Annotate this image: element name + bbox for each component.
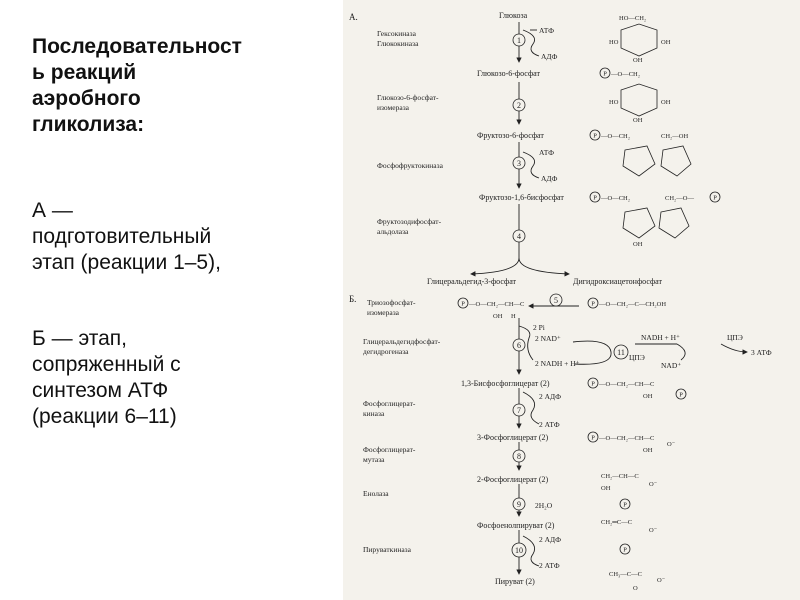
- cofactor-nad: 2 NAD⁺: [535, 334, 561, 343]
- enzyme-gapdh: Глицеральдегидфосфат-: [363, 337, 441, 346]
- struct-chain: CH₂—CH—C: [601, 473, 639, 480]
- struct-text: HO—CH₂: [619, 15, 647, 22]
- step-number: 1: [517, 36, 521, 45]
- cofactor-adp-10: 2 АДФ: [539, 535, 562, 544]
- metabolite-3pg: 3-Фосфоглицерат (2): [477, 433, 549, 442]
- section-a-label: А.: [349, 12, 358, 22]
- stage-b-line: Б — этап,: [32, 327, 127, 350]
- struct-text: OH: [661, 99, 671, 106]
- step-number: 10: [515, 546, 523, 555]
- f6p-ring-a: [623, 146, 655, 176]
- cofactor-adp-1: АДФ: [541, 52, 558, 61]
- struct-text: HO: [609, 39, 619, 46]
- metabolite-pyruvate: Пируват (2): [495, 577, 535, 586]
- cpe-arrow: [721, 344, 747, 352]
- enzyme-pgm: Фосфоглицерат-: [363, 445, 416, 454]
- enzyme-pfk: Фосфофруктокиназа: [377, 161, 443, 170]
- metabolite-glucose: Глюкоза: [499, 11, 528, 20]
- enzyme-hexokinase: Гексокиназа: [377, 29, 416, 38]
- cofactor-atp-3: АТФ: [539, 148, 555, 157]
- title-line: Последовательност: [32, 35, 242, 58]
- phosphate-label: P: [593, 194, 597, 202]
- step-number: 8: [517, 452, 521, 461]
- cofactor-adp-3: АДФ: [541, 174, 558, 183]
- stage-a-line: подготовительный: [32, 225, 212, 248]
- phosphate-label: P: [713, 194, 717, 202]
- struct-chain: —O—CH₂—CH—C: [599, 435, 655, 442]
- cofactor-nad-right: NAD⁺: [661, 361, 682, 370]
- step-number: 9: [517, 500, 521, 509]
- cofactor-cpe-2: ЦПЭ: [727, 333, 743, 342]
- struct-text: OH: [633, 241, 643, 248]
- enzyme-enolase: Енолаза: [363, 489, 389, 498]
- enzyme-aldolase-2: альдолаза: [377, 227, 409, 236]
- enzyme-aldolase: Фруктозодифосфат-: [377, 217, 442, 226]
- cofactor-adp-7: 2 АДФ: [539, 392, 562, 401]
- enzyme-tpi-2: изомераза: [367, 308, 399, 317]
- phosphate-label: P: [591, 380, 595, 388]
- metabolite-pep: Фосфоенолпируват (2): [477, 521, 555, 530]
- metabolite-2pg: 2-Фосфоглицерат (2): [477, 475, 549, 484]
- phosphate-label: P: [679, 391, 683, 399]
- metabolite-f6p: Фруктозо-6-фосфат: [477, 131, 544, 140]
- phosphate-label: P: [623, 546, 627, 554]
- metabolite-13bpg: 1,3-Бисфосфоглицерат (2): [461, 379, 550, 388]
- step-number: 2: [517, 101, 521, 110]
- step-number: 7: [517, 406, 521, 415]
- struct-text: OH: [633, 117, 643, 124]
- enzyme-tpi: Триозофосфат-: [367, 298, 416, 307]
- glycolysis-diagram: [343, 0, 800, 600]
- title-line: ь реакций: [32, 61, 137, 84]
- enzyme-pgm-2: мутаза: [363, 455, 385, 464]
- struct-text: O⁻: [667, 441, 676, 448]
- cofactor-nadh-right: NADH + H⁺: [641, 333, 681, 342]
- struct-text: OH: [643, 447, 653, 454]
- struct-text: O⁻: [649, 481, 658, 488]
- cofactor-pi: 2 Pi: [533, 323, 545, 332]
- struct-text: O: [633, 585, 638, 592]
- f16-ring-b: [659, 208, 689, 238]
- enzyme-g6p-isomerase: Глюкозо-6-фосфат-: [377, 93, 439, 102]
- stage-a-line: А —: [32, 199, 73, 222]
- struct-text: O⁻: [657, 577, 666, 584]
- stage-b-line: сопряженный с: [32, 353, 181, 376]
- title-line: аэробного: [32, 87, 141, 110]
- arrow-4-right: [519, 258, 569, 274]
- enzyme-gapdh-2: дегидрогеназа: [363, 347, 409, 356]
- metabolite-g6p: Глюкозо-6-фосфат: [477, 69, 540, 78]
- struct-text: H: [511, 313, 516, 320]
- g6p-ring: [621, 84, 657, 116]
- glucose-ring: [621, 24, 657, 56]
- stage-a-text: [32, 198, 332, 276]
- cofactor-atp-10: 2 АТФ: [539, 561, 560, 570]
- enzyme-pgk: Фосфоглицерат-: [363, 399, 416, 408]
- struct-text: OH: [493, 313, 503, 320]
- cpe-curve: [677, 344, 685, 360]
- stage-b-line: (реакции 6–11): [32, 405, 177, 428]
- phosphate-label: P: [603, 70, 607, 78]
- enzyme-pyruvate-kinase: Пируваткиназа: [363, 545, 411, 554]
- metabolite-gap: Глицеральдегид-3-фосфат: [427, 277, 517, 286]
- struct-chain: —O—CH₂—CH—C: [599, 381, 655, 388]
- stage-a-line: этап (реакции 1–5),: [32, 251, 221, 274]
- arrow-4-left: [471, 258, 519, 274]
- phosphate-label: P: [591, 300, 595, 308]
- struct-text: HO: [609, 99, 619, 106]
- metabolite-dhap: Дигидроксиацетонфосфат: [573, 277, 662, 286]
- struct-text: CH₂—OH: [661, 133, 689, 140]
- cofactor-nadh: 2 NADH + H⁺: [535, 359, 580, 368]
- phosphate-label: P: [623, 501, 627, 509]
- cofactor-h2o: 2H₂O: [535, 501, 553, 510]
- slide-title: [32, 34, 332, 138]
- enzyme-pgk-2: киназа: [363, 409, 385, 418]
- step-number: 11: [617, 348, 625, 357]
- cofactor-curve-7: [523, 392, 539, 424]
- f16-ring-a: [623, 208, 655, 238]
- enzyme-g6p-isomerase-2: изомераза: [377, 103, 409, 112]
- struct-chain: —O—CH₂—C—CH₂OH: [599, 301, 667, 308]
- step-number: 5: [554, 296, 558, 305]
- cofactor-curve-1: [523, 30, 539, 56]
- struct-chain: —O—CH₂: [611, 71, 640, 78]
- phosphate-label: P: [591, 434, 595, 442]
- struct-text: O⁻: [649, 527, 658, 534]
- step-number: 6: [517, 341, 521, 350]
- cofactor-3atp: 3 АТФ: [751, 348, 772, 357]
- struct-chain: —O—CH₂: [601, 133, 630, 140]
- struct-chain: —O—CH₂: [601, 195, 630, 202]
- phosphate-label: P: [593, 132, 597, 140]
- section-b-label: Б.: [349, 294, 357, 304]
- struct-chain: CH₃—C—C: [609, 571, 642, 578]
- stage-b-line: синтезом АТФ: [32, 379, 169, 402]
- step-number: 3: [517, 159, 521, 168]
- pathway-svg: [343, 0, 800, 600]
- cofactor-curve-3: [523, 152, 539, 178]
- cofactor-cpe-1: ЦПЭ: [629, 353, 645, 362]
- struct-text: OH: [643, 393, 653, 400]
- stage-b-text: [32, 326, 332, 430]
- struct-chain: CH₂═C—C: [601, 519, 633, 526]
- enzyme-glucokinase: Глюкокиназа: [377, 39, 419, 48]
- phosphate-label: P: [461, 300, 465, 308]
- metabolite-f16bp: Фруктозо-1,6-бисфосфат: [479, 193, 564, 202]
- struct-chain: —O—CH₂—CH—C: [469, 301, 525, 308]
- struct-text: OH: [601, 485, 611, 492]
- cofactor-atp-7: 2 АТФ: [539, 420, 560, 429]
- struct-text: OH: [633, 57, 643, 64]
- title-line: гликолиза:: [32, 113, 145, 136]
- step-number: 4: [517, 232, 521, 241]
- f6p-ring-b: [661, 146, 691, 176]
- struct-text: OH: [661, 39, 671, 46]
- struct-text: CH₂—O—: [665, 195, 694, 202]
- cofactor-atp-1: АТФ: [539, 26, 555, 35]
